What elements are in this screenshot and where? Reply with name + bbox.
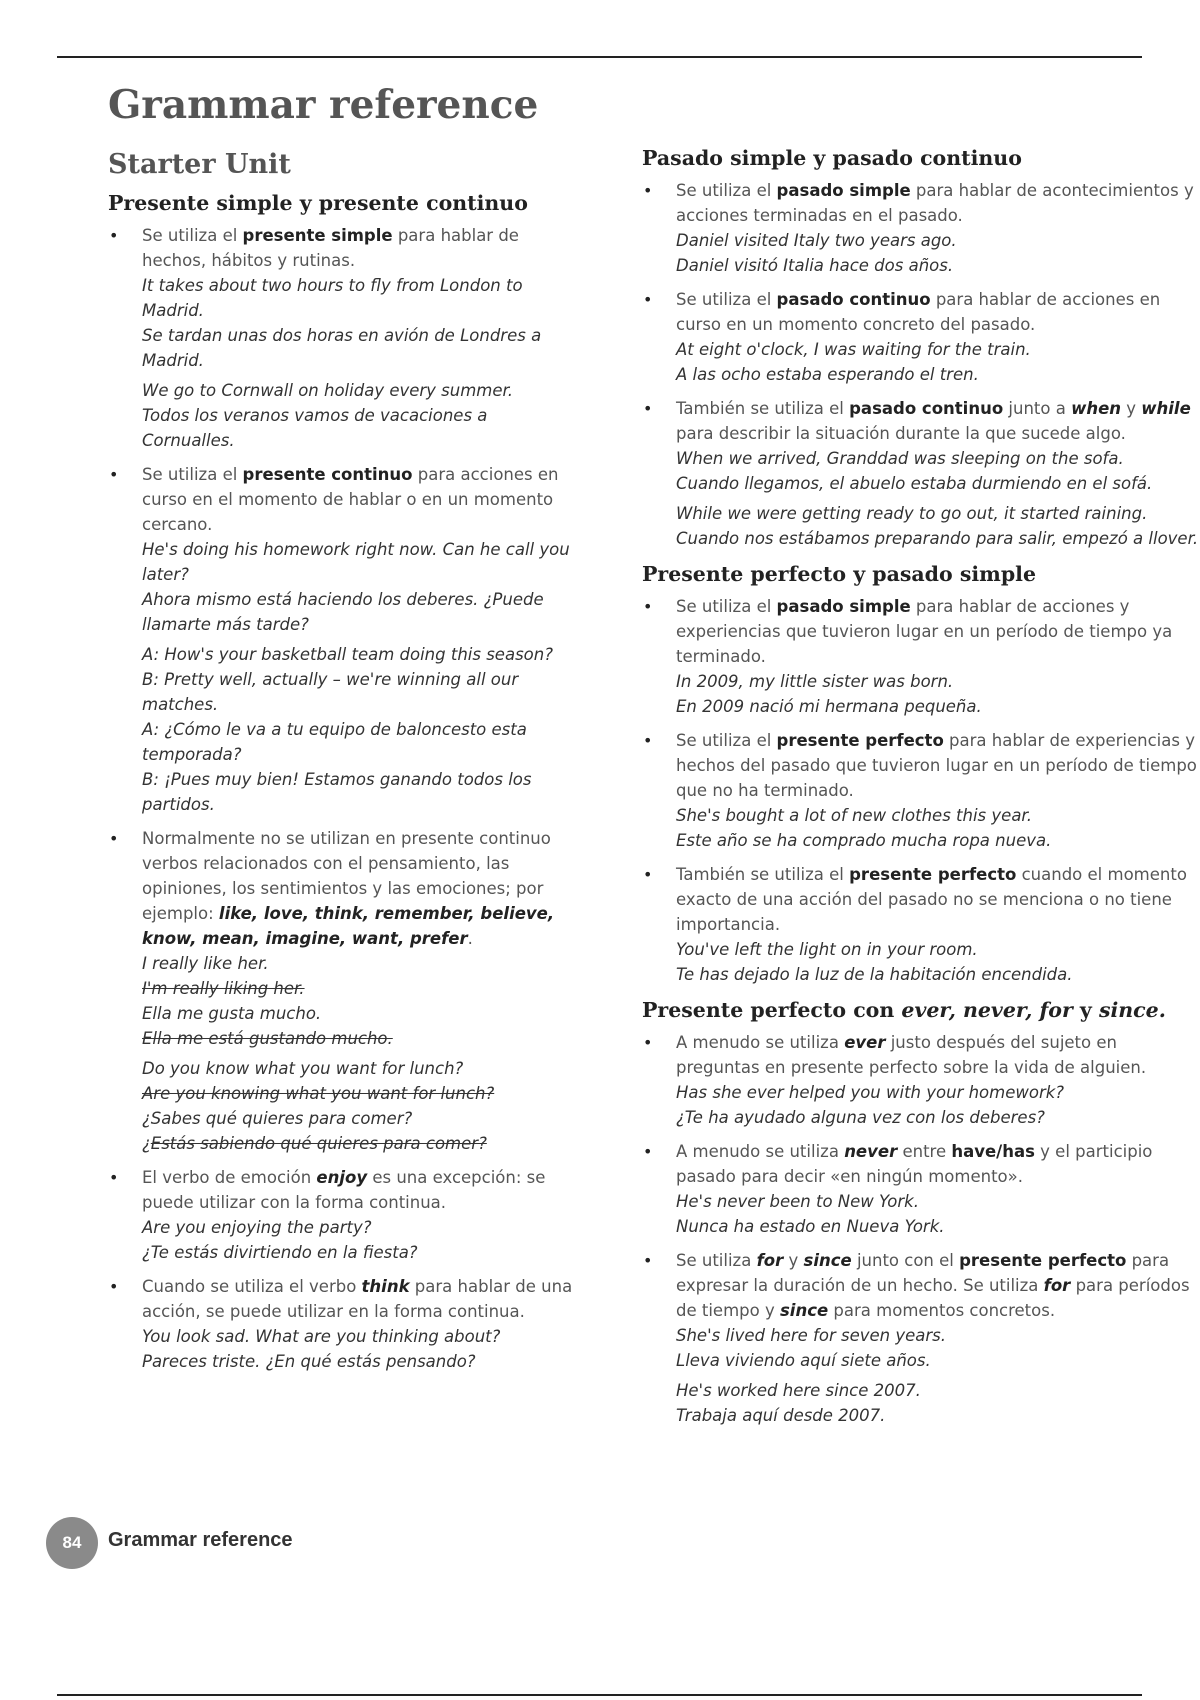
- example-es: ¿Te estás divirtiendo en la fiesta?: [142, 1243, 418, 1262]
- example-en: In 2009, my little sister was born.: [676, 672, 954, 691]
- example-es: En 2009 nació mi hermana pequeña.: [676, 697, 982, 716]
- example-es: Daniel visitó Italia hace dos años.: [676, 256, 954, 275]
- example-es: Pareces triste. ¿En qué estás pensando?: [142, 1352, 476, 1371]
- section-heading-presente-simple-continuo: Presente simple y presente continuo: [108, 191, 528, 215]
- example-en: You look sad. What are you thinking about?: [142, 1327, 501, 1346]
- example-en: I really like her.: [142, 954, 269, 973]
- right-column: [642, 145, 1200, 1438]
- example-es: ¿Te ha ayudado alguna vez con los deberes?: [676, 1108, 1045, 1127]
- list-item: • Se utiliza for y since junto con el presente perfecto para expresar la duración de un hecho. Se utiliza for para períodos de tiempo y since para momentos concretos. She's lived here for seven years. Lleva viviendo aquí siete años. He's worked here since 2007. Trabaja aquí desde 2007.: [642, 1248, 1200, 1428]
- example-incorrect: I'm really liking her.: [142, 979, 305, 998]
- example-es: Todos los veranos vamos de vacaciones a Cornualles.: [142, 406, 488, 450]
- example-es: A las ocho estaba esperando el tren.: [676, 365, 979, 384]
- list-item: • A menudo se utiliza ever justo después del sujeto en preguntas en presente perfecto sobre la vida de alguien. Has she ever helped you with your homework? ¿Te ha ayudado alguna vez con los deberes?: [642, 1030, 1200, 1130]
- example-en: Are you enjoying the party?: [142, 1218, 372, 1237]
- list-item: • El verbo de emoción enjoy es una excepción: se puede utilizar con la forma continua. Are you enjoying the party? ¿Te estás divirtiendo en la fiesta?: [108, 1165, 580, 1265]
- top-rule: [57, 56, 1142, 58]
- example-en: Has she ever helped you with your homework?: [676, 1083, 1065, 1102]
- example-en: We go to Cornwall on holiday every summer.: [142, 381, 514, 400]
- example-es: Lleva viviendo aquí siete años.: [676, 1351, 931, 1370]
- example-en: He's never been to New York.: [676, 1192, 919, 1211]
- section-heading-presente-perfecto-pasado-simple: Presente perfecto y pasado simple: [642, 562, 1037, 586]
- bottom-rule: [57, 1694, 1142, 1696]
- example-incorrect: ¿Estás sabiendo qué quieres para comer?: [142, 1134, 487, 1153]
- section-heading-presente-perfecto-ever-never: Presente perfecto con ever, never, for y since.: [642, 998, 1166, 1022]
- list-item: • A menudo se utiliza never entre have/has y el participio pasado para decir «en ningún momento». He's never been to New York. Nunca ha estado en Nueva York.: [642, 1139, 1200, 1239]
- bullet-list: [642, 178, 1200, 551]
- example-es: A: ¿Cómo le va a tu equipo de baloncesto esta temporada?: [142, 720, 527, 764]
- list-item: • Se utiliza el pasado simple para hablar de acontecimientos y acciones terminadas en el pasado. Daniel visited Italy two years ago. Daniel visitó Italia hace dos años.: [642, 178, 1200, 278]
- example-es: Ahora mismo está haciendo los deberes. ¿Puede llamarte más tarde?: [142, 590, 544, 634]
- example-es: Nunca ha estado en Nueva York.: [676, 1217, 945, 1236]
- list-item: • Normalmente no se utilizan en presente continuo verbos relacionados con el pensamiento, las opiniones, los sentimientos y las emociones; por ejemplo: like, love, think, remember, believe, know, mean, imagine, want, prefer. I really like her. I'm really liking her. Ella me gusta mucho. Ella me está gustando mucho. Do you know what you want for lunch? Are you knowing what you want for lunch? ¿Sabes qué quieres para comer? ¿Estás sabiendo qué quieres para comer?: [108, 826, 580, 1156]
- page-title: Grammar reference: [108, 82, 539, 128]
- example-es: Ella me gusta mucho.: [142, 1004, 322, 1023]
- example-es: ¿Sabes qué quieres para comer?: [142, 1109, 413, 1128]
- list-item: • Se utiliza el pasado continuo para hablar de acciones en curso en un momento concreto del pasado. At eight o'clock, I was waiting for the train. A las ocho estaba esperando el tren.: [642, 287, 1200, 387]
- unit-title: Starter Unit: [108, 149, 291, 180]
- example-es: Se tardan unas dos horas en avión de Londres a Madrid.: [142, 326, 542, 370]
- example-en: A: How's your basketball team doing this season?: [142, 645, 553, 664]
- example-es: Te has dejado la luz de la habitación encendida.: [676, 965, 1073, 984]
- list-item: • Se utiliza el pasado simple para hablar de acciones y experiencias que tuvieron lugar en un período de tiempo ya terminado. In 2009, my little sister was born. En 2009 nació mi hermana pequeña.: [642, 594, 1200, 719]
- example-en: He's doing his homework right now. Can he call you later?: [142, 540, 570, 584]
- example-es: Cuando llegamos, el abuelo estaba durmiendo en el sofá.: [676, 474, 1153, 493]
- example-incorrect: Are you knowing what you want for lunch?: [142, 1084, 495, 1103]
- bullet-list: [108, 223, 580, 1374]
- left-column: [108, 145, 580, 1384]
- bullet-list: [642, 594, 1200, 987]
- page-number-badge: 84: [46, 1517, 98, 1569]
- example-en: B: Pretty well, actually – we're winning all our matches.: [142, 670, 519, 714]
- list-item: • Se utiliza el presente perfecto para hablar de experiencias y hechos del pasado que tuvieron lugar en un período de tiempo que no ha terminado. She's bought a lot of new clothes this year. Este año se ha comprado mucha ropa nueva.: [642, 728, 1200, 853]
- example-en: When we arrived, Granddad was sleeping on the sofa.: [676, 449, 1124, 468]
- list-item: • Cuando se utiliza el verbo think para hablar de una acción, se puede utilizar en la forma continua. You look sad. What are you thinking about? Pareces triste. ¿En qué estás pensando?: [108, 1274, 580, 1374]
- footer-label: Grammar reference: [108, 1529, 293, 1551]
- bullet-list: [642, 1030, 1200, 1428]
- list-item: • También se utiliza el pasado continuo junto a when y while para describir la situación durante la que sucede algo. When we arrived, Granddad was sleeping on the sofa. Cuando llegamos, el abuelo estaba durmiendo en el sofá. While we were getting ready to go out, it started raining. Cuando nos estábamos preparando para salir, empezó a llover.: [642, 396, 1200, 551]
- example-es: Trabaja aquí desde 2007.: [676, 1406, 886, 1425]
- example-en: He's worked here since 2007.: [676, 1381, 921, 1400]
- list-item: • Se utiliza el presente continuo para acciones en curso en el momento de hablar o en un momento cercano. He's doing his homework right now. Can he call you later? Ahora mismo está haciendo los deberes. ¿Puede llamarte más tarde? A: How's your basketball team doing this season? B: Pretty well, actually – we're winning all our matches. A: ¿Cómo le va a tu equipo de baloncesto esta temporada? B: ¡Pues muy bien! Estamos ganando todos los partidos.: [108, 462, 580, 817]
- example-en: Daniel visited Italy two years ago.: [676, 231, 957, 250]
- example-en: She's bought a lot of new clothes this year.: [676, 806, 1032, 825]
- example-en: It takes about two hours to fly from London to Madrid.: [142, 276, 523, 320]
- example-en: She's lived here for seven years.: [676, 1326, 947, 1345]
- example-en: At eight o'clock, I was waiting for the train.: [676, 340, 1031, 359]
- example-es: Cuando nos estábamos preparando para salir, empezó a llover.: [676, 529, 1199, 548]
- example-en: Do you know what you want for lunch?: [142, 1059, 464, 1078]
- example-es: B: ¡Pues muy bien! Estamos ganando todos los partidos.: [142, 770, 532, 814]
- section-heading-pasado-simple-continuo: Pasado simple y pasado continuo: [642, 146, 1022, 170]
- list-item: • Se utiliza el presente simple para hablar de hechos, hábitos y rutinas. It takes about two hours to fly from London to Madrid. Se tardan unas dos horas en avión de Londres a Madrid. We go to Cornwall on holiday every summer. Todos los veranos vamos de vacaciones a Cornualles.: [108, 223, 580, 453]
- example-en: While we were getting ready to go out, it started raining.: [676, 504, 1148, 523]
- example-incorrect: Ella me está gustando mucho.: [142, 1029, 393, 1048]
- list-item: • También se utiliza el presente perfecto cuando el momento exacto de una acción del pasado no se menciona o no tiene importancia. You've left the light on in your room. Te has dejado la luz de la habitación encendida.: [642, 862, 1200, 987]
- example-es: Este año se ha comprado mucha ropa nueva.: [676, 831, 1052, 850]
- example-en: You've left the light on in your room.: [676, 940, 978, 959]
